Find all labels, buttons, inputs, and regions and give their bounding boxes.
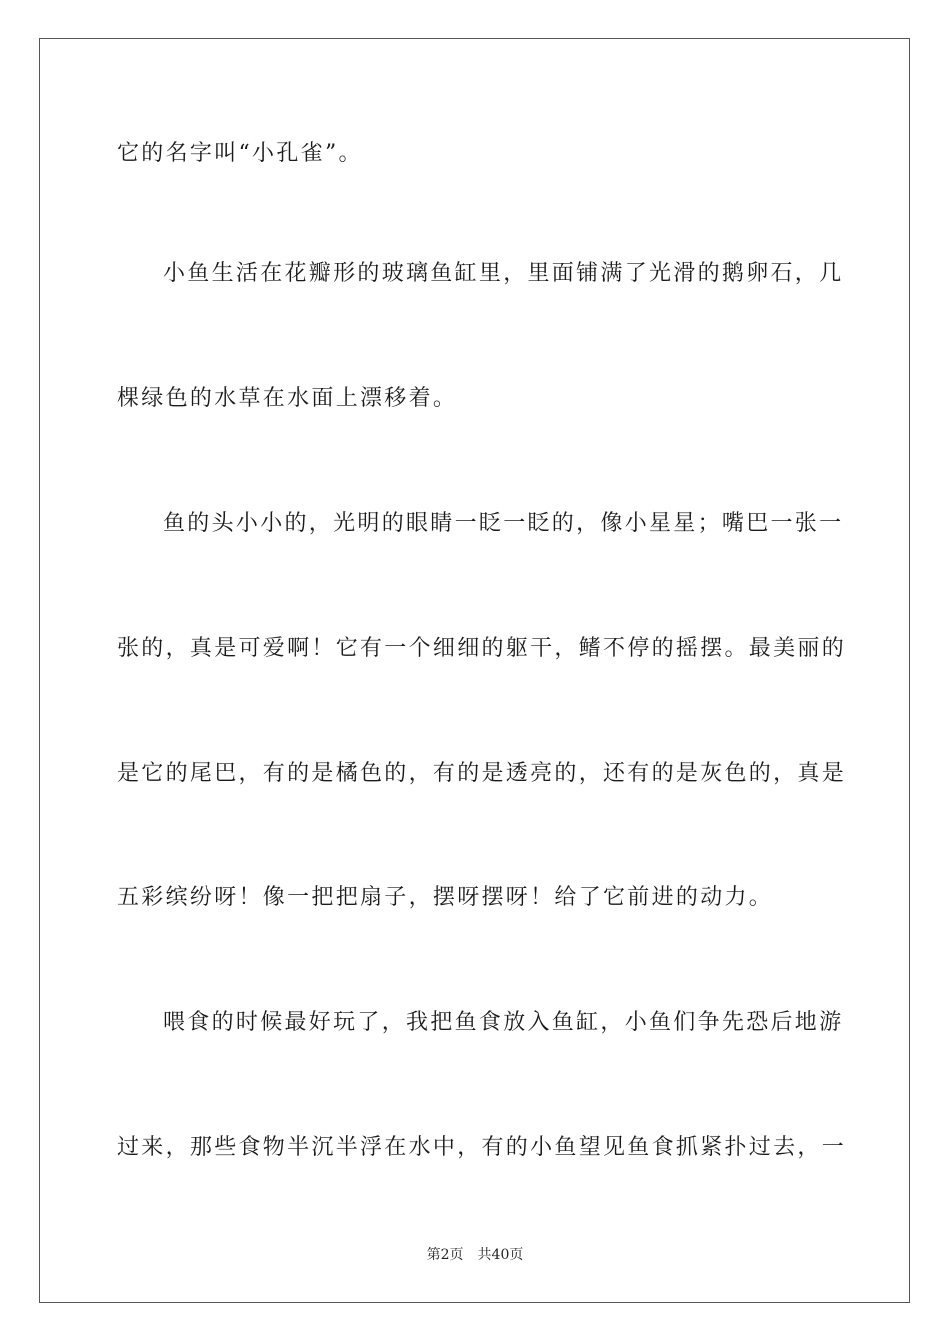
page-footer <box>0 1246 950 1264</box>
text-line-3: 棵绿色的水草在水面上漂移着。 <box>117 386 458 411</box>
page-number-total: 共40页 <box>477 1247 524 1263</box>
text-line-7: 五彩缤纷呀！像一把把扇子，摆呀摆呀！给了它前进的动力。 <box>117 885 774 910</box>
text-line-9: 过来，那些食物半沉半浮在水中，有的小鱼望见鱼食抓紧扑过去，一 <box>117 1135 847 1160</box>
text-line-4: 鱼的头小小的，光明的眼睛一眨一眨的，像小星星；嘴巴一张一 <box>163 511 844 536</box>
text-line-8: 喂食的时候最好玩了，我把鱼食放入鱼缸，小鱼们争先恐后地游 <box>163 1010 844 1035</box>
page-number-current: 第2页 <box>426 1247 464 1263</box>
text-line-2: 小鱼生活在花瓣形的玻璃鱼缸里，里面铺满了光滑的鹅卵石，几 <box>163 261 844 286</box>
text-line-1: 它的名字叫“小孔雀”。 <box>117 141 363 166</box>
page-border <box>39 38 910 1303</box>
text-line-6: 是它的尾巴，有的是橘色的，有的是透亮的，还有的是灰色的，真是 <box>117 761 847 786</box>
text-line-5: 张的，真是可爱啊！它有一个细细的躯干，鳍不停的摇摆。最美丽的 <box>117 636 847 661</box>
